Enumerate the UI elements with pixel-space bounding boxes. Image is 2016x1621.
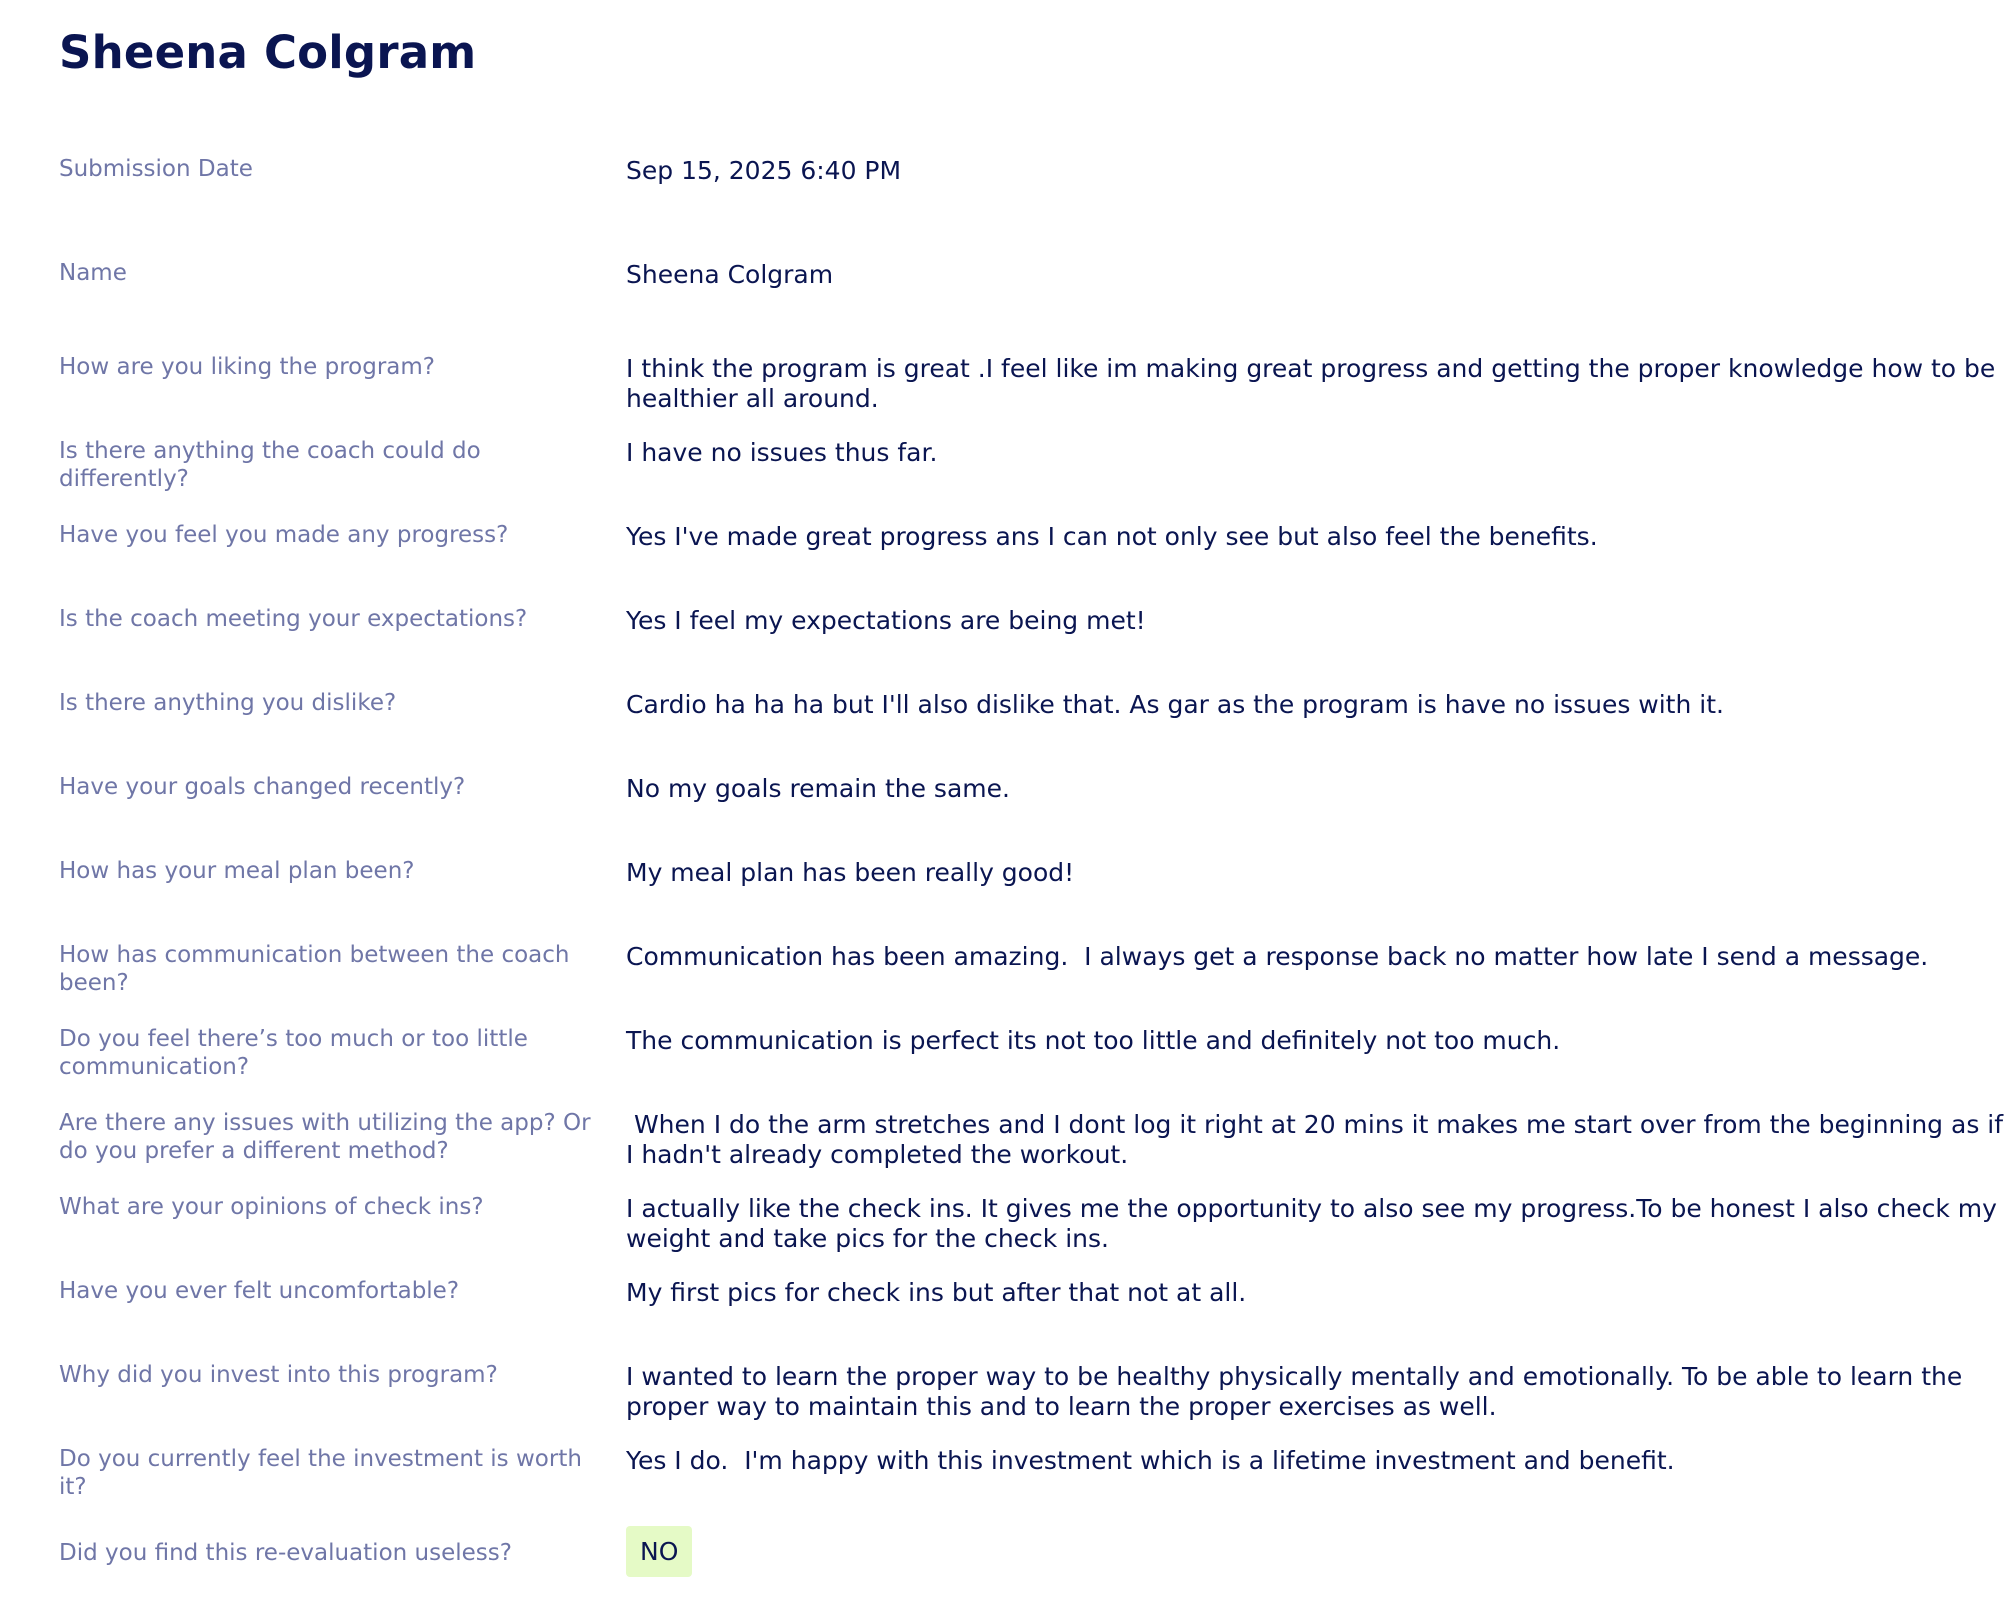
- question-label: Is the coach meeting your expectations?: [59, 606, 528, 632]
- answer-value: When I do the arm stretches and I dont log it right at 20 mins it makes me start over from the beginning as if I hadn't already completed the workout.: [626, 1110, 2011, 1169]
- answer-value: My first pics for check ins but after that not at all.: [626, 1278, 1247, 1307]
- page-title: Sheena Colgram: [59, 26, 477, 79]
- question-label: Have you ever felt uncomfortable?: [59, 1278, 460, 1304]
- question-label: Is there anything you dislike?: [59, 690, 397, 716]
- answer-value: Cardio ha ha ha but I'll also dislike that. As gar as the program is have no issues with it.: [626, 690, 1724, 719]
- answer-value: I think the program is great .I feel like im making great progress and getting the proper knowledge how to be healthier all around.: [626, 354, 2004, 413]
- answer-value: I wanted to learn the proper way to be healthy physically mentally and emotionally. To be able to learn the proper way to maintain this and to learn the proper exercises as well.: [626, 1362, 1971, 1421]
- question-label: How are you liking the program?: [59, 354, 435, 380]
- answer-value: The communication is perfect its not too little and definitely not too much.: [626, 1026, 1561, 1055]
- question-label: Are there any issues with utilizing the app? Or do you prefer a different method?: [59, 1110, 591, 1164]
- answer-value: I actually like the check ins. It gives me the opportunity to also see my progress.To be honest I also check my weight and take pics for the check ins.: [626, 1194, 2005, 1253]
- answer-value: Yes I've made great progress ans I can not only see but also feel the benefits.: [626, 522, 1598, 551]
- answer-value: No my goals remain the same.: [626, 774, 1010, 803]
- question-label: Why did you invest into this program?: [59, 1362, 498, 1388]
- question-label: Name: [59, 260, 127, 286]
- answer-value: I have no issues thus far.: [626, 438, 938, 467]
- answer-value: Sep 15, 2025 6:40 PM: [626, 156, 902, 185]
- answer-value: Communication has been amazing. I always get a response back no matter how late I send a message.: [626, 942, 1929, 971]
- question-label: How has communication between the coach been?: [59, 942, 570, 996]
- question-label: Submission Date: [59, 156, 253, 182]
- answer-value: My meal plan has been really good!: [626, 858, 1075, 887]
- answer-value: Yes I feel my expectations are being met!: [626, 606, 1146, 635]
- question-label: Have you feel you made any progress?: [59, 522, 509, 548]
- question-label: Do you currently feel the investment is worth it?: [59, 1446, 582, 1500]
- question-label: Have your goals changed recently?: [59, 774, 466, 800]
- answer-value: Yes I do. I'm happy with this investment which is a lifetime investment and benefit.: [626, 1446, 1675, 1475]
- question-label: Do you feel there’s too much or too little communication?: [59, 1026, 528, 1080]
- answer-badge: NO: [626, 1526, 692, 1577]
- answer-value: Sheena Colgram: [626, 260, 834, 289]
- question-label: Is there anything the coach could do differently?: [59, 438, 481, 492]
- question-label: Did you find this re-evaluation useless?: [59, 1540, 512, 1566]
- question-label: How has your meal plan been?: [59, 858, 415, 884]
- question-label: What are your opinions of check ins?: [59, 1194, 484, 1220]
